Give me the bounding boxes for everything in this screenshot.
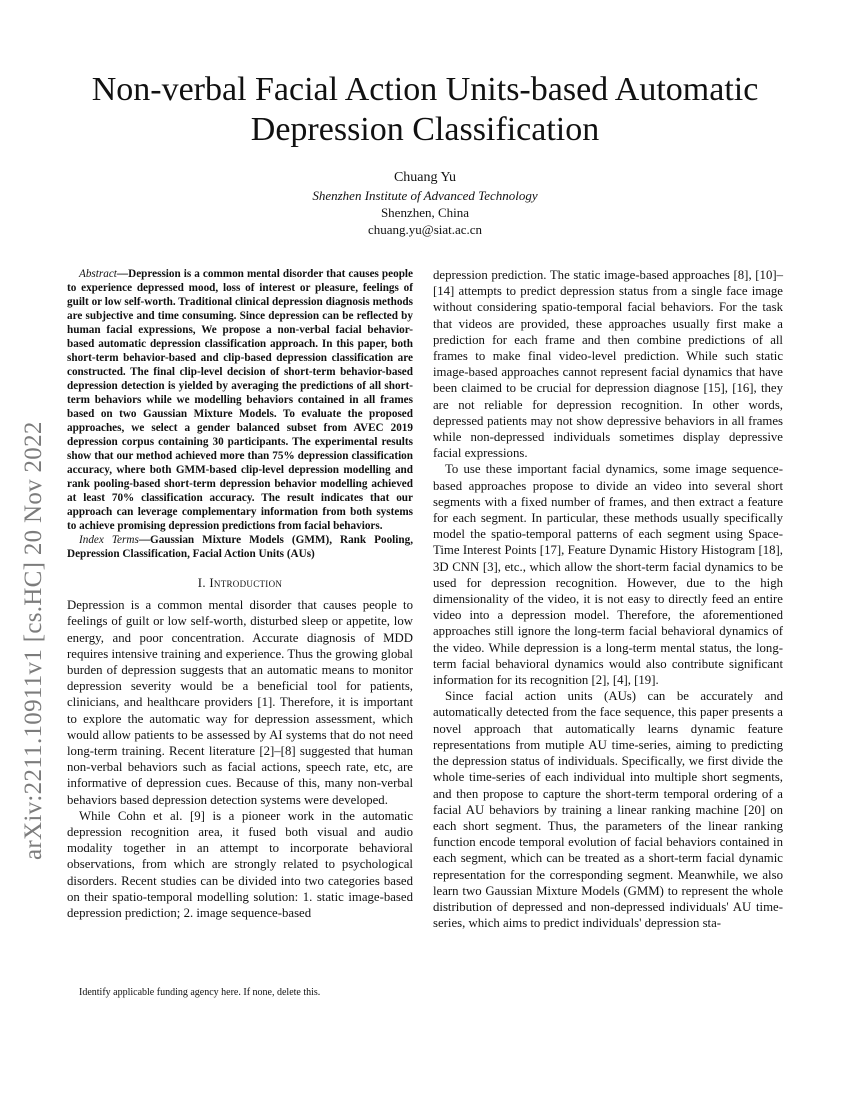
author-block xyxy=(225,168,625,238)
paper-title: Non-verbal Facial Action Units-based Automatic Depression Classification xyxy=(91,71,759,148)
index-terms xyxy=(67,533,413,561)
author-name: Chuang Yu xyxy=(393,170,457,185)
left-column xyxy=(67,267,413,921)
right-paragraph-3: Since facial action units (AUs) can be accurately and automatically detected from the face sequence, this paper presents a novel approach that automatically learns dynamic feature representations from mutiple AU time-series, aiming to predicting the depression status of individuals. Specifically, we first divide the whole time-series of each individual into multiple short segments, and then propose to capture the short-term temporal ordering of a facial AU behaviors by training a linear ranking machine [20] on each short segment. Thus, the parameters of the linear ranking function encode temporal evolution of facial behaviors contained in each segment, which can be treated as a short-term facial dynamic representation for the corresponding segment. Meanwhile, we also learn two Gaussian Mixture Models (GMM) to represent the whole distribution of depressed and non-depressed individuals' AU time-series, which aims to predict individuals' depression sta- xyxy=(433,689,783,931)
index-terms-label: Index Terms xyxy=(79,534,139,546)
intro-paragraph-1: Depression is a common mental disorder that causes people to feelings of guilt or low self-worth, disturbed sleep or appetite, low energy, and poor concentration. Accurate diagnosis of MDD requires intensive training and experience. Thus the growing global burden of depression suggests that an automatic means to monitor depression severity would be a beneficial tool for patients, clinicians, and healthcare providers [1]. Therefore, it is important to explore the automatic way for depression assessment, which would allow patients to be assessed by AI systems that do not need long-term training. Recent literature [2]–[8] suggested that human non-verbal behaviors such as facial actions, speech rate, etc, are informative of depression cues. Because of this, many non-verbal behaviors based depression detection systems were developed. xyxy=(67,598,413,807)
abstract-dash: — xyxy=(116,268,129,280)
intro-paragraph-2: While Cohn et al. [9] is a pioneer work in the automatic depression recognition area, it fused both visual and audio modality together in an attempt to incorporate behavioral observations, from which are strongly related to psychological disorders. Recent studies can be divided into two categories based on their spatio-temporal modelling solution: 1. static image-based depression prediction; 2. image sequence-based xyxy=(67,808,413,921)
section-heading-introduction: I. Introduction xyxy=(197,576,283,590)
right-column xyxy=(433,267,783,931)
arxiv-identifier-stamp: arXiv:2211.10911v1 [cs.HC] 20 Nov 2022 xyxy=(20,421,47,860)
funding-footnote: Identify applicable funding agency here. If none, delete this. xyxy=(79,987,321,998)
author-location: Shenzhen, China xyxy=(380,205,470,220)
author-email[interactable]: chuang.yu@siat.ac.cn xyxy=(367,222,483,237)
abstract-text: Depression is a common mental disorder that causes people to experience depressed mood, loss of interest or pleasure, feelings of guilt or low self-worth. Traditional clinical depression diagnosis methods are subjective and time consuming. Since depression can be reflected by human facial expressions, We propose a non-verbal facial behavior-based automatic depression classification approach. In this paper, both short-term behavior-based and clip-based depression classification are constructed. The final clip-level decision of short-term behavior-based depression detection is yielded by averaging the predictions of all short-term behaviors while we modelling behaviors contained in all frames based on two Gaussian Mixture Models. To evaluate the proposed approaches, we select a gender balanced subset from AVEC 2019 depression corpus containing 30 participants. The experimental results show that our method achieved more than 75% depression classification accuracy, where both GMM-based clip-level depression modelling and rank pooling-based short-term depression behavior modelling achieved at least 70% classification accuracy. The result indicates that our approach can leverage complementary information from both systems to achieve promising depression predictions from facial behaviors. xyxy=(67,268,413,532)
author-affiliation: Shenzhen Institute of Advanced Technology xyxy=(312,188,538,203)
index-terms-text: Gaussian Mixture Models (GMM), Rank Pooling, Depression Classification, Facial Action Units (AUs) xyxy=(67,534,413,560)
abstract xyxy=(67,267,413,533)
abstract-label: Abstract xyxy=(79,268,117,280)
index-terms-dash: — xyxy=(138,534,150,546)
right-paragraph-2: To use these important facial dynamics, some image sequence-based approaches propose to divide an video into several short segments with a fixed number of frames, and then extract a feature for each segment. In particular, these methods usually specifically model the spatio-temporal patterns of each segment using Space-Time Interest Points [17], Feature Dynamic History Histogram [18], 3D CNN [3], etc., which allow the short-term facial dynamics to be used for depression recognition. However, due to the high dimensionality of the video, it is not easy to directly feed an entire video into a depression model. Therefore, the aforementioned approaches still ignore the long-term facial behavioral dynamics of the video. While depression is a long-term mental status, the long-term facial behavioral dynamics would also contribute significant information for its recognition [2], [4], [19]. xyxy=(433,462,783,688)
right-paragraph-1: depression prediction. The static image-based approaches [8], [10]–[14] attempts to predict depression status from a single face image without considering spatio-temporal facial behaviors. For the task that videos are provided, these approaches usually first make a prediction for each frame and then combine predictions of all frames to make final video-level prediction. While such static image-based approaches cannot represent facial dynamics that have been claimed to be crucial for depression diagnose [15], [16], they are not reliable for depression recognition. In other words, depressed patients may not show depressive behaviors in all frames while non-depressed individuals sometimes display depressive facial expressions. xyxy=(433,268,783,461)
